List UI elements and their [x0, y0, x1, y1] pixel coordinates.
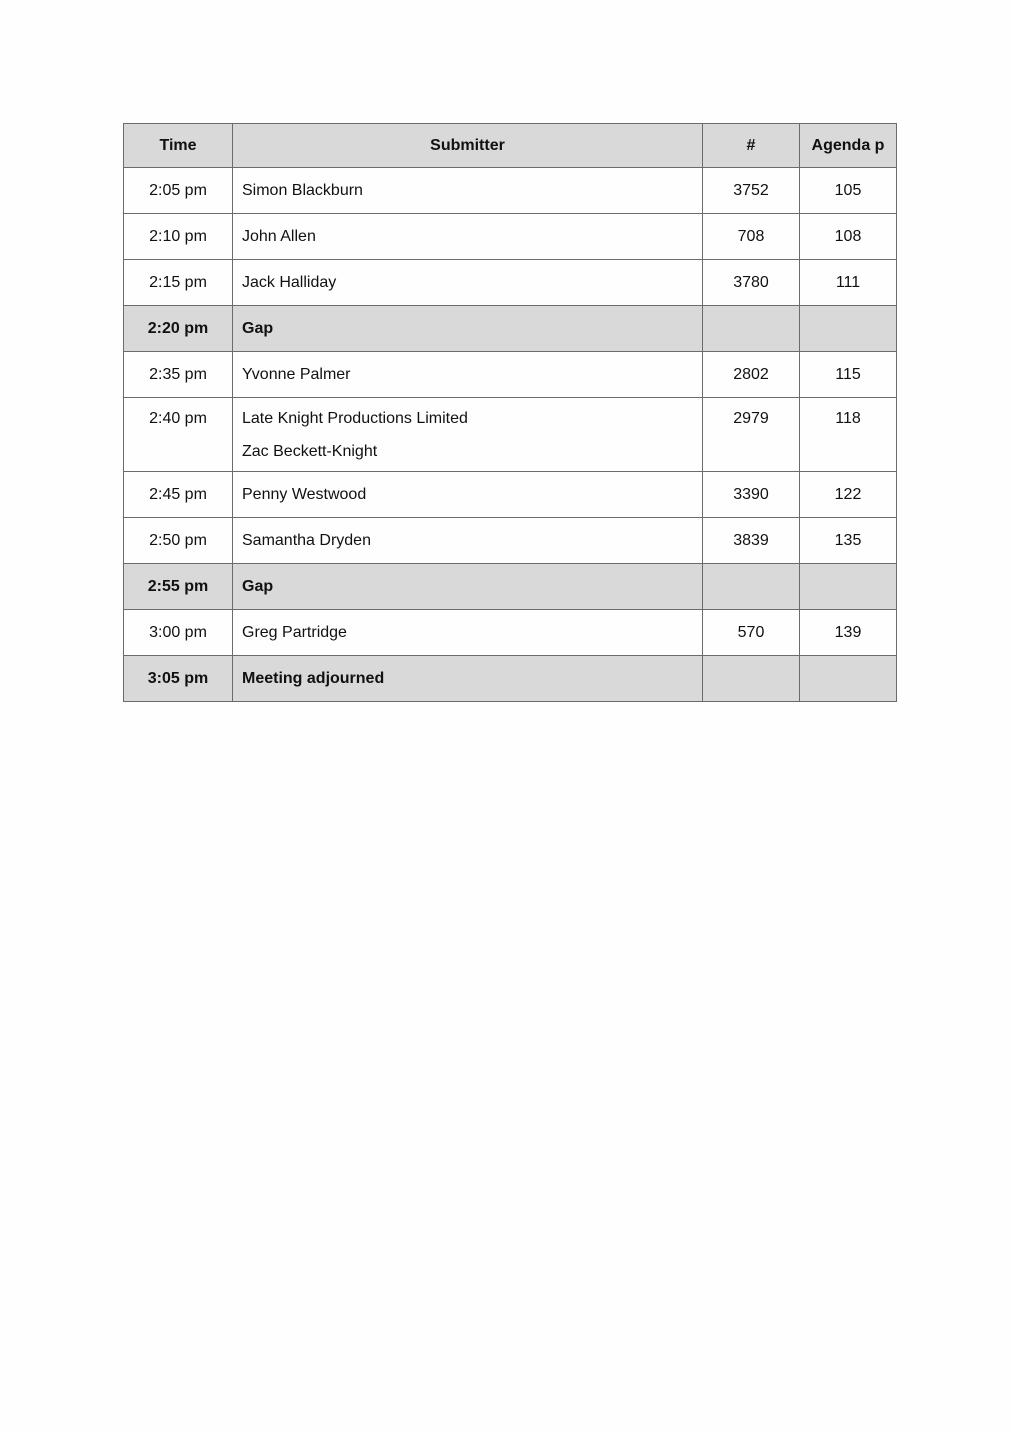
row-submitter: Penny Westwood [233, 472, 703, 518]
row-time: 3:05 pm [124, 656, 233, 702]
row-number: 2802 [703, 352, 800, 398]
row-agenda-page: 105 [800, 168, 897, 214]
row-number [703, 564, 800, 610]
gap-row [124, 306, 897, 352]
hearing-schedule-table [123, 123, 897, 702]
row-agenda-page: 118 [800, 398, 897, 472]
row-number: 3390 [703, 472, 800, 518]
table-row [124, 518, 897, 564]
row-time: 2:45 pm [124, 472, 233, 518]
row-number: 3752 [703, 168, 800, 214]
row-agenda-page: 135 [800, 518, 897, 564]
header-agenda-page: Agenda p [800, 124, 897, 168]
row-number [703, 656, 800, 702]
row-submitter: Meeting adjourned [233, 656, 703, 702]
row-time: 2:15 pm [124, 260, 233, 306]
row-agenda-page [800, 656, 897, 702]
row-agenda-page: 108 [800, 214, 897, 260]
row-submitter [233, 398, 703, 472]
table-row [124, 260, 897, 306]
row-agenda-page: 122 [800, 472, 897, 518]
adjourned-row [124, 656, 897, 702]
row-number: 2979 [703, 398, 800, 472]
row-submitter: Samantha Dryden [233, 518, 703, 564]
row-submitter: Yvonne Palmer [233, 352, 703, 398]
row-agenda-page: 115 [800, 352, 897, 398]
row-agenda-page [800, 564, 897, 610]
table-row [124, 168, 897, 214]
table-row [124, 398, 897, 472]
row-time: 2:40 pm [124, 398, 233, 472]
row-time: 2:35 pm [124, 352, 233, 398]
row-submitter: Gap [233, 306, 703, 352]
table-row [124, 352, 897, 398]
row-submitter: Simon Blackburn [233, 168, 703, 214]
row-number: 708 [703, 214, 800, 260]
table-header-row [124, 124, 897, 168]
table-row [124, 610, 897, 656]
row-submitter: Greg Partridge [233, 610, 703, 656]
gap-row [124, 564, 897, 610]
header-submitter: Submitter [233, 124, 703, 168]
row-number: 3780 [703, 260, 800, 306]
row-agenda-page: 111 [800, 260, 897, 306]
row-time: 2:10 pm [124, 214, 233, 260]
submitter-organisation: Late Knight Productions Limited [242, 410, 468, 427]
table-row [124, 214, 897, 260]
row-number [703, 306, 800, 352]
row-time: 2:20 pm [124, 306, 233, 352]
row-agenda-page: 139 [800, 610, 897, 656]
row-submitter: Jack Halliday [233, 260, 703, 306]
row-time: 2:05 pm [124, 168, 233, 214]
header-number: # [703, 124, 800, 168]
row-agenda-page [800, 306, 897, 352]
row-time: 2:55 pm [124, 564, 233, 610]
row-time: 3:00 pm [124, 610, 233, 656]
row-number: 570 [703, 610, 800, 656]
table-row [124, 472, 897, 518]
row-time: 2:50 pm [124, 518, 233, 564]
row-number: 3839 [703, 518, 800, 564]
submitter-person: Zac Beckett-Knight [242, 443, 378, 460]
row-submitter: Gap [233, 564, 703, 610]
header-time: Time [124, 124, 233, 168]
row-submitter: John Allen [233, 214, 703, 260]
